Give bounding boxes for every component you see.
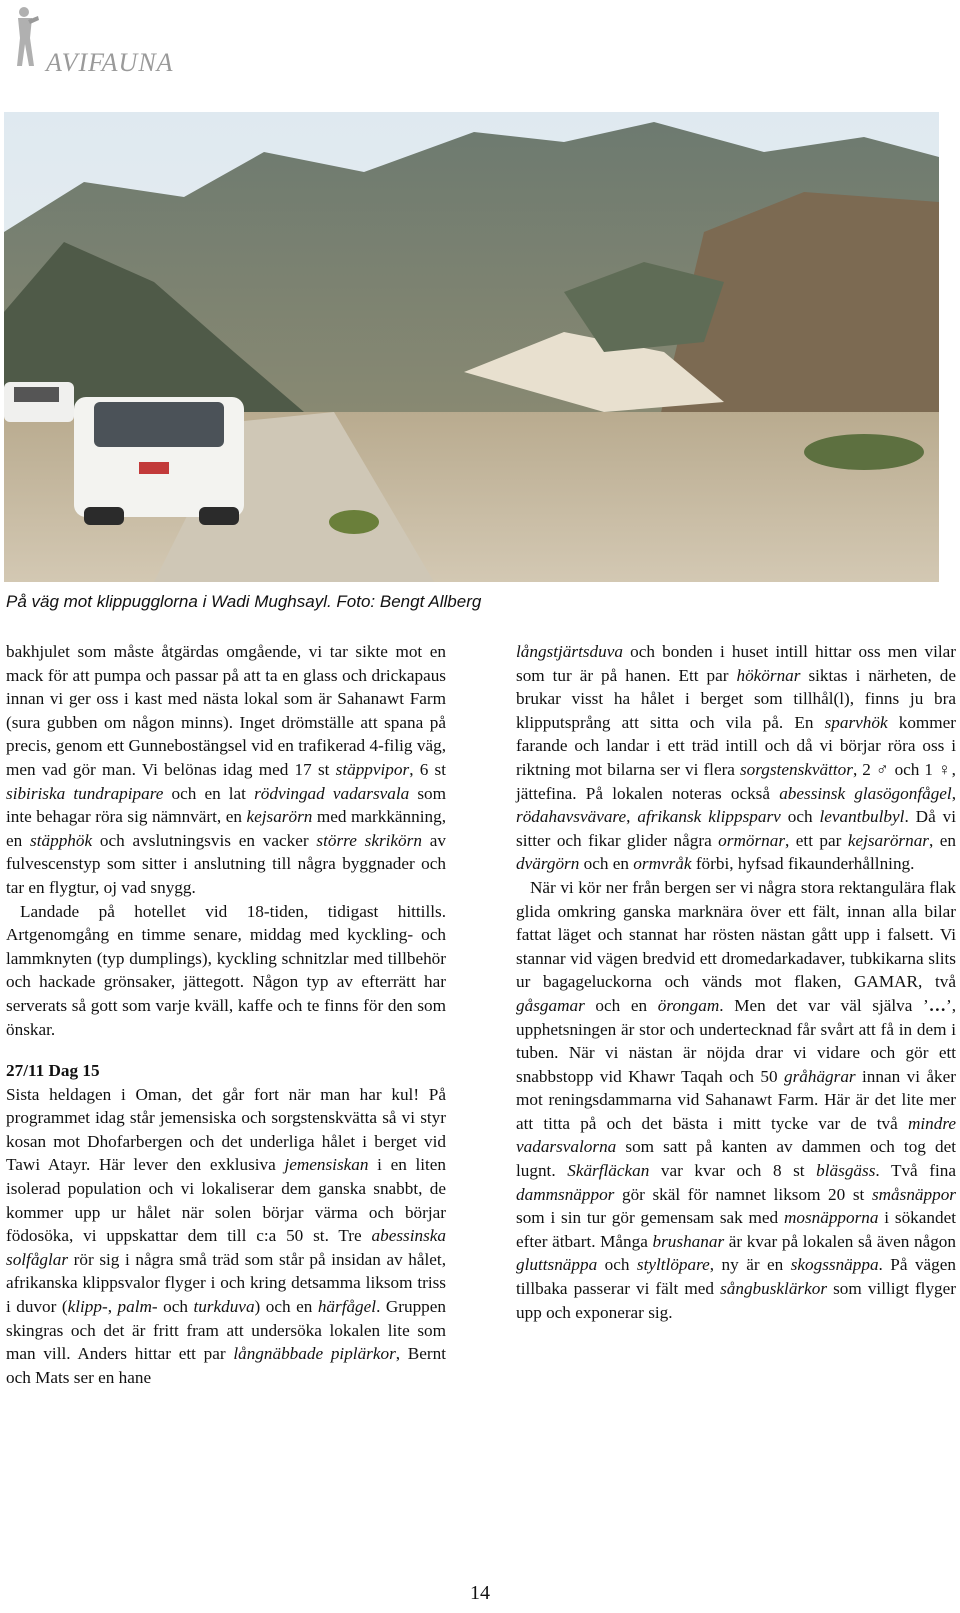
species-name: jemensiskan xyxy=(284,1155,369,1175)
species-name: kejsarörnar xyxy=(847,830,929,850)
paragraph: bakhjulet som måste åtgärdas omgående, vi tar sikte mot en mack för att pumpa och passar på att ta en glass och drickapaus innan vi ger oss i kast med nästa lokal som är Sahanawt Farm (sura gubben om någon minns). Inget drömställe att spana på precis, genom ett Gunnebostängsel vid en trafikerad 4-filig väg, men vad gör man. Vi belönas idag med 17 st stäppvipor, 6 st sibiriska tundrapipare och en lat rödvingad vadarsvala som inte behagar röra sig nämnvärt, en kejsarörn med markkänning, en stäpphök och avslutningsvis en vacker större skrikörn av fulvescenstyp som sitter i anslutning till några byggnader och tar en flygtur, oj vad snygg. xyxy=(6,642,446,897)
species-name: klipp- xyxy=(67,1297,108,1317)
logo-text: AVIFAUNA xyxy=(46,48,174,77)
species-name: hökörnar xyxy=(736,665,801,685)
species-name: stäpphök xyxy=(30,830,93,850)
bird-watcher-logo-icon xyxy=(6,4,46,74)
species-name: brushanar xyxy=(652,1231,725,1251)
species-name: turkduva xyxy=(193,1297,255,1317)
species-name: ormvråk xyxy=(633,854,692,874)
species-name: långnäbbade piplärkor xyxy=(233,1344,396,1364)
species-name: större skrikörn xyxy=(316,830,422,850)
species-name: härfågel xyxy=(317,1297,377,1317)
right-column xyxy=(516,640,956,1324)
left-column xyxy=(6,640,446,1389)
species-name: kejsarörn xyxy=(246,807,313,827)
species-name: dammsnäppor xyxy=(516,1184,615,1204)
species-name: örongam xyxy=(657,995,720,1015)
species-name: afrikansk klippsparv xyxy=(637,807,781,827)
species-name: sångbusklärkor xyxy=(720,1279,828,1299)
species-name: sibiriska tundrapipare xyxy=(6,783,164,803)
photo-caption: På väg mot klippugglorna i Wadi Mughsayl. Foto: Bengt Allberg xyxy=(6,592,482,611)
species-name: långstjärtsduva xyxy=(516,642,623,661)
species-name: rödvingad vadarsvala xyxy=(254,783,410,803)
species-name: mindre vadarsvalorna xyxy=(516,1113,956,1157)
species-name: gluttsnäppa xyxy=(516,1255,598,1275)
bold-text: … xyxy=(928,995,946,1015)
species-name: styltlöpare xyxy=(636,1255,710,1275)
species-name: sparvhök xyxy=(824,712,888,732)
species-name: bläsgäss xyxy=(816,1161,876,1181)
species-name: gråhägrar xyxy=(783,1066,856,1086)
species-name: skogssnäppa xyxy=(790,1255,879,1275)
species-name: dvärgörn xyxy=(516,854,580,874)
species-name: mosnäpporna xyxy=(783,1208,879,1228)
species-name: levantbulbyl xyxy=(819,807,905,827)
species-name: Skärfläckan xyxy=(567,1161,650,1181)
species-name: rödahavsvävare xyxy=(516,807,627,827)
species-name: abessinska solfåglar xyxy=(6,1226,446,1269)
species-name: sorgstenskvättor xyxy=(739,759,853,779)
paragraph: långstjärtsduva och bonden i huset intill hittar oss men vilar som tur är på hanen. Ett par hökörnar siktas i närheten, de brukar visst ha hålet i berget som tillhål(l), finns ju bra klipputsprång att sitta och vila på. En sparvhök kommer farande och landar i ett träd intill och då vi börjar röra oss i riktning mot bilarna ser vi flera sorgstenskvättor, 2 ♂ och 1 ♀, jättefina. På lokalen noteras också abessinsk glasögonfågel, rödahavsvävare, afrikansk klippsparv och levantbulbyl. Då vi sitter och fikar glider några ormörnar, ett par kejsarörnar, en dvärgörn och en ormvråk förbi, hyfsad fikaunderhållning. xyxy=(516,642,957,874)
paragraph: Sista heldagen i Oman, det går fort när man har kul! På programmet idag står jemensiska och sorgstenskvätta så vi styr kosan mot Dhofarbergen och det underliga hålet i berget vid Tawi Atayr. Här lever den exklusiva jemensiskan i en liten isolerad population och vi lokaliserar dem ganska snabbt, de kommer upp ur hålet när solen börjar värma och börjar födosöka, vi uppskattar dem till c:a 50 st. Tre abessinska solfåglar rör sig i några små träd som står på insidan av hålet, afrikanska klippsvalor flyger i och kring detsamma liksom triss i duvor (klipp-, palm- och turkduva) och en härfågel. Gruppen skingras och det är fritt fram att undersöka lokalen lite som man vill. Anders hittar ett par långnäbbade piplärkor, Bernt och Mats ser en hane xyxy=(6,1084,447,1387)
landscape-photo xyxy=(4,112,939,582)
day-heading: 27/11 Dag 15 xyxy=(6,1061,100,1081)
species-name: abessinsk glasögonfågel xyxy=(779,783,952,803)
species-name: ormörnar xyxy=(718,830,786,850)
species-name: palm- xyxy=(117,1297,158,1317)
paragraph: När vi kör ner från bergen ser vi några stora rektangulära flak glida omkring ganska marknära över ett fält, innan alla bilar fattat läget och stannat har rösten nästan gått upp i falsett. Vi stannar vid vägen bredvid ett dromedarkadaver, tubkikarna slits ur bagageluckorna och vänds mot flaken, GAMAR, två gåsgamar och en örongam. Men det var väl själva ’…’, upphetsningen är stor och undertecknad får svårt att få in dem i tuben. När vi nästan är nöjda drar vi vidare och gör ett snabbstopp vid Khawr Taqah och 50 gråhägrar innan vi åker mot reningsdammarna vid Sahanawt Farm. Här är det lite mer att titta på och det bästa i mitt tycke var de två mindre vadarsvalorna som satt på kanten av dammen och tog det lugnt. Skärfläckan var kvar och 8 st bläsgäss. Två fina dammsnäppor gör skäl för namnet liksom 20 st småsnäppor som i sin tur gör gemensam sak med mosnäpporna i sökandet efter ätbart. Många brushanar är kvar på lokalen så även någon gluttsnäppa och styltlöpare, ny är en skogssnäppa. På vägen tillbaka passerar vi fält med sångbusklärkor som villigt flyger upp och exponerar sig. xyxy=(516,877,956,1322)
paragraph: Landade på hotellet vid 18-tiden, tidigast hittills. Artgenomgång en timme senare, middag med kyckling- och lammknyten (typ dumplings), kyckling schnitzlar med tillbehör och hackade grönsaker, jättegott. Någon typ av efterrätt har serverats så gott som varje kväll, kaffe och te finns för den som önskar. xyxy=(6,901,446,1039)
species-name: småsnäppor xyxy=(871,1184,956,1204)
species-name: stäppvipor xyxy=(335,759,410,779)
species-name: gåsgamar xyxy=(516,995,585,1015)
page-number: 14 xyxy=(470,1582,490,1604)
avifauna-logo xyxy=(6,4,206,77)
